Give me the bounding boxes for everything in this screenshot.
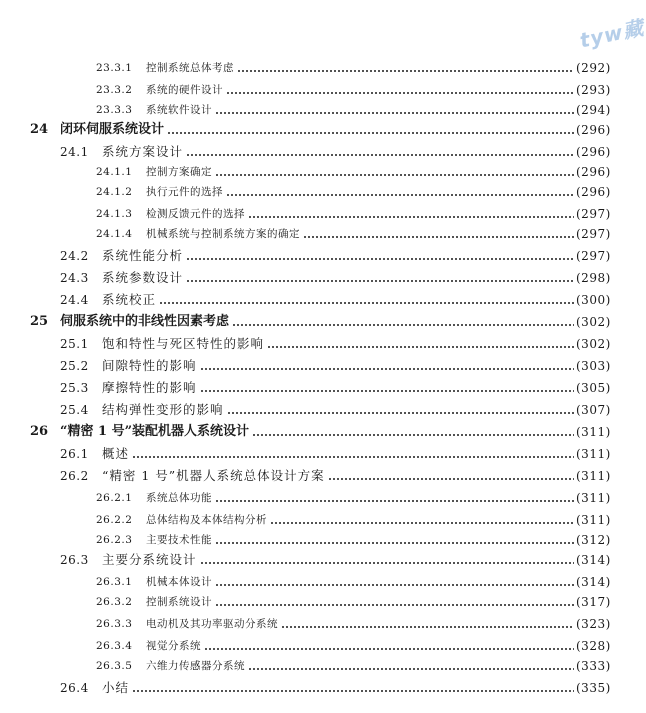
toc-entry-number: 24.1.3	[96, 208, 133, 220]
toc-entry[interactable]	[0, 488, 646, 508]
toc-entry-page: (292)	[576, 61, 611, 75]
toc-entry[interactable]	[0, 142, 646, 162]
toc-entry-number: 26.2	[60, 469, 89, 483]
toc-entry-page: (328)	[576, 639, 611, 653]
toc-entry-number: 24.3	[60, 271, 89, 285]
toc-entry-number: 24	[30, 122, 49, 137]
toc-entry-page: (298)	[576, 271, 611, 285]
toc-leader-dots	[186, 258, 574, 260]
toc-entry-title: 摩擦特性的影响	[102, 380, 197, 395]
toc-leader-dots	[132, 690, 574, 692]
toc-entry[interactable]	[0, 614, 646, 634]
toc-entry-page: (311)	[576, 447, 611, 461]
toc-entry[interactable]	[0, 378, 646, 398]
toc-entry-number: 25	[30, 314, 49, 329]
toc-leader-dots	[227, 412, 574, 414]
toc-entry-title: 系统的硬件设计	[146, 84, 223, 96]
toc-entry-number: 26	[30, 424, 49, 439]
toc-leader-dots	[328, 478, 574, 480]
toc-entry-title: 视觉分系统	[146, 640, 201, 652]
toc-entry[interactable]	[0, 678, 646, 698]
toc-leader-dots	[226, 194, 574, 196]
toc-leader-dots	[167, 132, 574, 134]
toc-entry-number: 24.1.2	[96, 186, 133, 198]
toc-leader-dots	[215, 500, 574, 502]
toc-entry-page: (314)	[576, 575, 611, 589]
toc-entry[interactable]	[0, 550, 646, 570]
toc-entry-number: 25.2	[60, 359, 89, 373]
toc-leader-dots	[200, 562, 574, 564]
toc-entry-number: 26.3.5	[96, 660, 133, 672]
toc-leader-dots	[159, 302, 574, 304]
toc-entry-title: “精密 1 号”机器人系统总体设计方案	[102, 468, 325, 483]
toc-entry-number: 26.1	[60, 447, 89, 461]
toc-entry[interactable]	[0, 268, 646, 288]
toc-entry-page: (297)	[576, 249, 611, 263]
toc-entry-title: 概述	[102, 446, 130, 461]
toc-entry-number: 26.3	[60, 553, 89, 567]
toc-entry-number: 25.4	[60, 403, 89, 417]
toc-entry[interactable]	[0, 120, 646, 140]
toc-entry-number: 26.4	[60, 681, 89, 695]
toc-entry[interactable]	[0, 356, 646, 376]
toc-leader-dots	[226, 92, 574, 94]
toc-entry-number: 24.2	[60, 249, 89, 263]
toc-leader-dots	[215, 542, 574, 544]
toc-entry-number: 23.3.2	[96, 84, 133, 96]
toc-leader-dots	[186, 280, 574, 282]
toc-entry[interactable]	[0, 466, 646, 486]
toc-entry[interactable]	[0, 80, 646, 100]
toc-entry-title: 控制方案确定	[146, 166, 212, 178]
toc-entry-title: 六维力传感器分系统	[146, 660, 245, 672]
toc-entry-page: (302)	[576, 315, 611, 329]
toc-entry-title: 执行元件的选择	[146, 186, 223, 198]
toc-entry-number: 23.3.3	[96, 104, 133, 116]
toc-entry-number: 24.1	[60, 145, 89, 159]
toc-entry[interactable]	[0, 100, 646, 120]
toc-entry[interactable]	[0, 312, 646, 332]
toc-entry-title: 系统性能分析	[102, 248, 184, 263]
toc-entry-page: (311)	[576, 491, 611, 505]
toc-entry-title: 电动机及其功率驱动分系统	[146, 618, 278, 630]
toc-entry-title: 伺服系统中的非线性因素考虑	[60, 314, 230, 329]
toc-entry[interactable]	[0, 444, 646, 464]
toc-entry[interactable]	[0, 162, 646, 182]
toc-entry-number: 24.1.4	[96, 228, 133, 240]
toc-entry-title: 控制系统总体考虑	[146, 62, 234, 74]
toc-entry-page: (303)	[576, 359, 611, 373]
toc-entry-title: 机械系统与控制系统方案的确定	[146, 228, 300, 240]
toc-leader-dots	[132, 456, 574, 458]
toc-leader-dots	[267, 346, 574, 348]
toc-entry-page: (312)	[576, 533, 611, 547]
toc-entry-page: (323)	[576, 617, 611, 631]
toc-leader-dots	[270, 522, 574, 524]
toc-entry-page: (296)	[576, 185, 611, 199]
toc-leader-dots	[237, 70, 574, 72]
toc-entry-number: 26.3.4	[96, 640, 133, 652]
toc-entry-number: 25.1	[60, 337, 89, 351]
watermark-logo: tyw藏	[577, 15, 646, 53]
toc-entry-title: 总体结构及本体结构分析	[146, 514, 267, 526]
toc-entry-title: 饱和特性与死区特性的影响	[102, 336, 265, 351]
toc-entry[interactable]	[0, 290, 646, 310]
toc-entry-title: 结构弹性变形的影响	[102, 402, 224, 417]
toc-leader-dots	[200, 368, 574, 370]
toc-leader-dots	[232, 324, 574, 326]
toc-entry-page: (314)	[576, 553, 611, 567]
toc-entry-page: (311)	[576, 425, 611, 439]
toc-leader-dots	[281, 626, 574, 628]
toc-leader-dots	[215, 112, 574, 114]
toc-entry-number: 26.3.1	[96, 576, 133, 588]
toc-leader-dots	[200, 390, 574, 392]
toc-entry-page: (297)	[576, 207, 611, 221]
toc-entry-page: (302)	[576, 337, 611, 351]
toc-entry-title: 间隙特性的影响	[102, 358, 197, 373]
toc-leader-dots	[215, 174, 574, 176]
toc-entry-page: (311)	[576, 513, 611, 527]
toc-leader-dots	[248, 216, 574, 218]
toc-entry-title: 主要技术性能	[146, 534, 212, 546]
toc-leader-dots	[186, 154, 574, 156]
toc-entry[interactable]	[0, 246, 646, 266]
toc-entry-page: (293)	[576, 83, 611, 97]
toc-entry[interactable]	[0, 58, 646, 78]
toc-entry-page: (335)	[576, 681, 611, 695]
toc-entry-number: 23.3.1	[96, 62, 133, 74]
toc-entry-page: (297)	[576, 227, 611, 241]
toc-entry-number: 25.3	[60, 381, 89, 395]
toc-entry-title: 检测反馈元件的选择	[146, 208, 245, 220]
toc-entry[interactable]	[0, 204, 646, 224]
toc-entry[interactable]	[0, 182, 646, 202]
toc-entry[interactable]	[0, 636, 646, 656]
toc-entry-number: 26.3.2	[96, 596, 133, 608]
toc-entry-number: 24.4	[60, 293, 89, 307]
toc-entry-title: 主要分系统设计	[102, 552, 197, 567]
toc-entry-title: 系统软件设计	[146, 104, 212, 116]
toc-entry-title: 控制系统设计	[146, 596, 212, 608]
toc-entry-title: 小结	[102, 680, 130, 695]
toc-entry[interactable]	[0, 592, 646, 612]
toc-leader-dots	[248, 668, 574, 670]
toc-entry-number: 26.2.3	[96, 534, 133, 546]
toc-entry-number: 26.2.1	[96, 492, 133, 504]
toc-leader-dots	[215, 604, 574, 606]
toc-leader-dots	[215, 584, 574, 586]
toc-entry-page: (294)	[576, 103, 611, 117]
toc-entry-page: (296)	[576, 145, 611, 159]
toc-entry[interactable]	[0, 510, 646, 530]
toc-leader-dots	[204, 648, 574, 650]
toc-entry-title: 系统总体功能	[146, 492, 212, 504]
toc-entry-title: 闭环伺服系统设计	[60, 122, 165, 137]
toc-entry-page: (296)	[576, 123, 611, 137]
toc-entry[interactable]	[0, 400, 646, 420]
toc-entry[interactable]	[0, 224, 646, 244]
toc-entry-page: (305)	[576, 381, 611, 395]
toc-entry-title: 系统校正	[102, 292, 157, 307]
toc-entry-page: (311)	[576, 469, 611, 483]
toc-entry-number: 26.3.3	[96, 618, 133, 630]
toc-entry-title: 系统参数设计	[102, 270, 184, 285]
toc-entry[interactable]	[0, 656, 646, 676]
toc-entry-page: (307)	[576, 403, 611, 417]
toc-entry[interactable]	[0, 572, 646, 592]
toc-entry[interactable]	[0, 334, 646, 354]
toc-entry-page: (296)	[576, 165, 611, 179]
toc-entry-title: 机械本体设计	[146, 576, 212, 588]
toc-leader-dots	[303, 236, 574, 238]
toc-entry-title: 系统方案设计	[102, 144, 184, 159]
toc-entry-page: (333)	[576, 659, 611, 673]
toc-entry-page: (300)	[576, 293, 611, 307]
toc-entry[interactable]	[0, 530, 646, 550]
toc-entry-title: “精密 1 号”装配机器人系统设计	[60, 424, 250, 439]
toc-entry-page: (317)	[576, 595, 611, 609]
toc-entry-number: 26.2.2	[96, 514, 133, 526]
toc-leader-dots	[252, 434, 574, 436]
toc-entry-number: 24.1.1	[96, 166, 133, 178]
toc-entry[interactable]	[0, 422, 646, 442]
